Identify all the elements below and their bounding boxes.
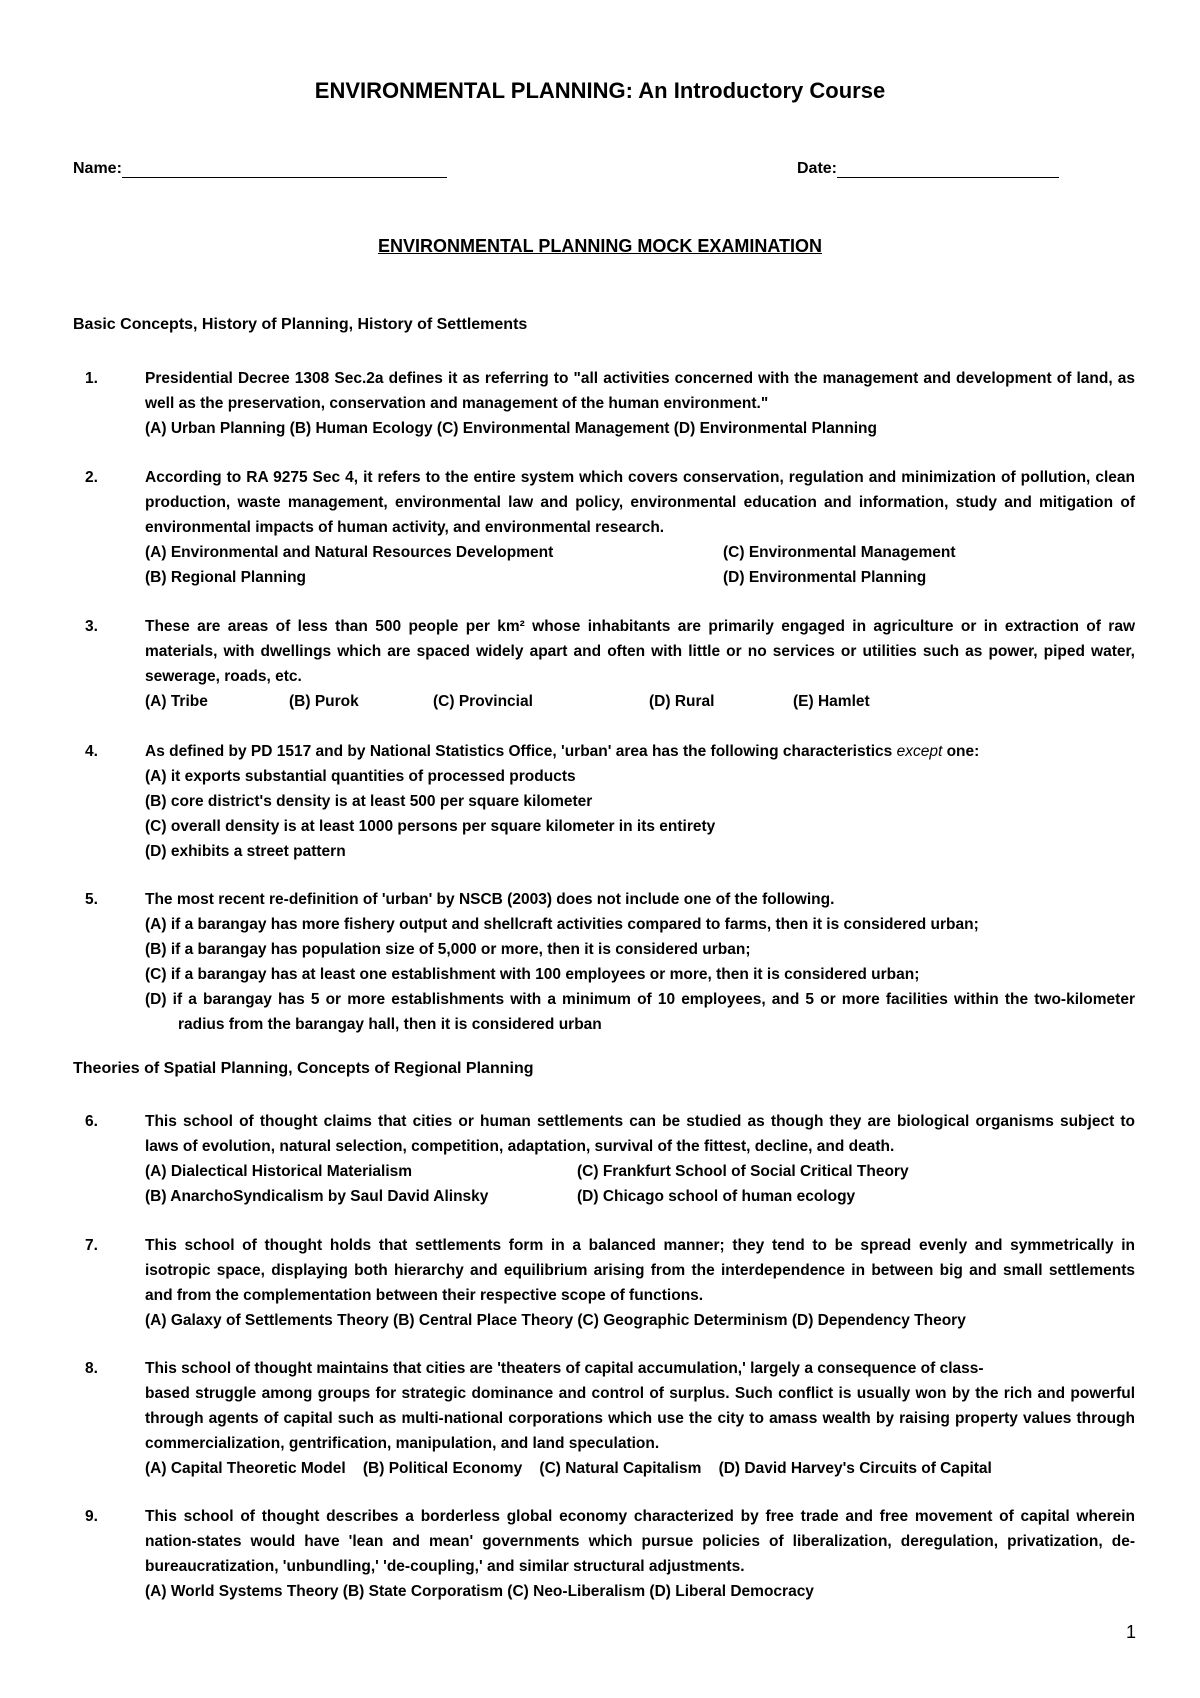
section-heading: Basic Concepts, History of Planning, History of Settlements: [73, 316, 528, 333]
name-label: Name:: [73, 160, 122, 177]
question-number: 2.: [85, 469, 98, 486]
course-title: ENVIRONMENTAL PLANNING: An Introductory Course: [314, 78, 886, 103]
question-3: [85, 614, 1135, 714]
date-label: Date:: [797, 160, 838, 177]
option-a: (A) Dialectical Historical Materialism: [145, 1163, 413, 1180]
answer-options: (A) World Systems Theory (B) State Corporatism (C) Neo-Liberalism (D) Liberal Democracy: [145, 1583, 814, 1600]
date-field: [797, 160, 1059, 178]
question-4: [85, 739, 1135, 864]
question-stem: As defined by PD 1517 and by National Statistics Office, 'urban' area has the following characteristics except one:: [145, 743, 980, 760]
page-number: 1: [1125, 1622, 1136, 1642]
option-b: (B) if a barangay has population size of 5,000 or more, then it is considered urban;: [145, 941, 751, 958]
question-stem: This school of thought claims that cities or human settlements can be studied as though they are biological organisms subject to laws of evolution, natural selection, competition, adaptation, survival of the fittest, decline, and death.: [145, 1113, 1135, 1155]
question-number: 5.: [85, 891, 98, 908]
option-d: (D) if a barangay has 5 or more establishments with a minimum of 10 employees, and 5 or more facilities within the two-kilometer radius from the barangay hall, then it is considered urban: [145, 991, 1135, 1033]
option-c: (C) overall density is at least 1000 persons per square kilometer in its entirety: [145, 818, 716, 835]
question-stem: According to RA 9275 Sec 4, it refers to the entire system which covers conservation, regulation and minimization of pollution, clean production, waste management, environmental law and policy, environmental education and information, study and mitigation of environmental impacts of human activity, and environmental research.: [145, 469, 1135, 536]
option-d: (D) exhibits a street pattern: [145, 843, 346, 860]
option-b: (B) Regional Planning: [145, 569, 307, 586]
option-d: (D) Chicago school of human ecology: [577, 1188, 856, 1205]
question-5: [85, 887, 1135, 1037]
question-number: 7.: [85, 1237, 98, 1254]
question-2: [85, 465, 1135, 590]
answer-options: (A) Capital Theoretic Model (B) Political Economy (C) Natural Capitalism (D) David Harvey's Circuits of Capital: [145, 1460, 992, 1477]
question-stem: Presidential Decree 1308 Sec.2a defines it as referring to "all activities concerned with the management and development of land, as well as the preservation, conservation and management of the human environment.": [145, 370, 1135, 412]
question-number: 9.: [85, 1508, 98, 1525]
option-a: (A) if a barangay has more fishery output and shellcraft activities compared to farms, then it is considered urban;: [145, 916, 979, 933]
question-number: 8.: [85, 1360, 98, 1377]
option-b: (B) AnarchoSyndicalism by Saul David Alinsky: [145, 1188, 489, 1205]
option-c: (C) Provincial: [433, 693, 533, 710]
option-a: (A) Tribe: [145, 693, 208, 710]
question-stem: This school of thought holds that settlements form in a balanced manner; they tend to be spread evenly and symmetrically in isotropic space, displaying both hierarchy and equilibrium arising from the interdependence in between big and small settlements and from the complementation between their respective scope of functions.: [145, 1237, 1135, 1304]
option-a: (A) Environmental and Natural Resources Development: [145, 544, 554, 561]
name-field: [73, 160, 447, 178]
option-b: (B) core district's density is at least 500 per square kilometer: [145, 793, 593, 810]
question-stem: The most recent re-definition of 'urban' by NSCB (2003) does not include one of the following.: [145, 891, 835, 908]
answer-options: (A) Galaxy of Settlements Theory (B) Central Place Theory (C) Geographic Determinism (D) Dependency Theory: [145, 1312, 966, 1329]
question-1: [85, 366, 1135, 441]
question-8: [85, 1356, 1135, 1481]
question-number: 3.: [85, 618, 98, 635]
question-stem-line1: This school of thought maintains that cities are 'theaters of capital accumulation,' largely a consequence of class-: [145, 1360, 984, 1377]
option-a: (A) it exports substantial quantities of processed products: [145, 768, 576, 785]
question-stem: These are areas of less than 500 people per km² whose inhabitants are primarily engaged in agriculture or in extraction of raw materials, with dwellings which are spaced widely apart and often with little or no services or utilities such as power, piped water, sewerage, roads, etc.: [145, 618, 1135, 685]
option-d: (D) Rural: [649, 693, 715, 710]
answer-options: (A) Urban Planning (B) Human Ecology (C) Environmental Management (D) Environmental Planning: [145, 420, 877, 437]
question-number: 4.: [85, 743, 98, 760]
date-blank-line: [837, 161, 1059, 178]
option-d: (D) Environmental Planning: [723, 569, 927, 586]
option-c: (C) Environmental Management: [723, 544, 956, 561]
question-9: [85, 1504, 1135, 1604]
option-e: (E) Hamlet: [793, 693, 870, 710]
option-c: (C) Frankfurt School of Social Critical Theory: [577, 1163, 909, 1180]
name-blank-line: [122, 161, 447, 178]
exam-title: ENVIRONMENTAL PLANNING MOCK EXAMINATION: [378, 236, 822, 256]
question-stem: This school of thought describes a borderless global economy characterized by free trade and free movement of capital wherein nation-states would have 'lean and mean' governments which pursue policies of liberalization, deregulation, privatization, de-bureaucratization, 'unbundling,' 'de-coupling,' and similar structural adjustments.: [145, 1508, 1135, 1575]
question-stem: based struggle among groups for strategic dominance and control of surplus. Such conflict is usually won by the rich and powerful through agents of capital such as multi-national corporations which use the city to amass wealth by raising property values through commercialization, gentrification, manipulation, and land speculation.: [145, 1385, 1135, 1452]
section-heading: Theories of Spatial Planning, Concepts of Regional Planning: [73, 1060, 534, 1077]
question-number: 6.: [85, 1113, 98, 1130]
option-b: (B) Purok: [289, 693, 359, 710]
option-c: (C) if a barangay has at least one establishment with 100 employees or more, then it is considered urban;: [145, 966, 920, 983]
question-7: [85, 1233, 1135, 1333]
question-6: [85, 1109, 1135, 1209]
question-number: 1.: [85, 370, 98, 387]
